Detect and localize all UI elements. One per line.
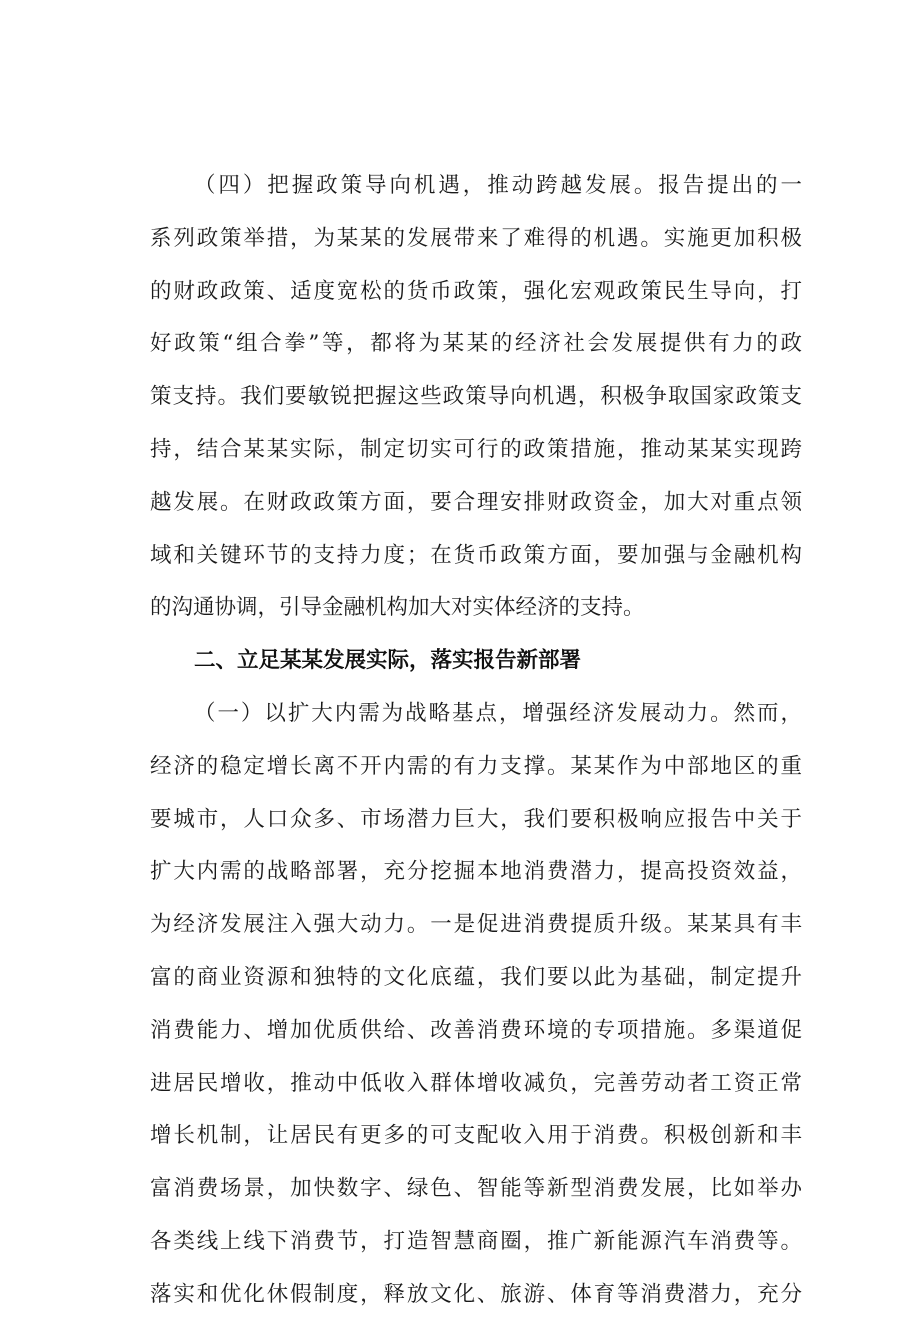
text-line: 落实和优化休假制度，释放文化、旅游、体育等消费潜力，充分 <box>150 1281 802 1307</box>
text-line: 要城市，人口众多、市场潜力巨大，我们要积极响应报告中关于 <box>150 806 802 832</box>
document-body <box>150 160 802 1322</box>
section-heading: 二、立足某某发展实际，落实报告新部署 <box>194 648 582 674</box>
text-line: 经济的稳定增长离不开内需的有力支撑。某某作为中部地区的重 <box>150 753 802 779</box>
text-line: 富的商业资源和独特的文化底蕴，我们要以此为基础，制定提升 <box>150 964 802 990</box>
text-line: 好政策“组合拳”等，都将为某某的经济社会发展提供有力的政 <box>150 331 802 357</box>
text-line: 系列政策举措，为某某的发展带来了难得的机遇。实施更加积极 <box>150 225 802 251</box>
text-line: 策支持。我们要敏锐把握这些政策导向机遇，积极争取国家政策支 <box>150 384 802 410</box>
text-line: 增长机制，让居民有更多的可支配收入用于消费。积极创新和丰 <box>150 1123 802 1149</box>
text-line: 持，结合某某实际，制定切实可行的政策措施，推动某某实现跨 <box>150 436 802 462</box>
text-line: 的沟通协调，引导金融机构加大对实体经济的支持。 <box>150 595 645 621</box>
text-line: （一）以扩大内需为战略基点，增强经济发展动力。然而， <box>194 700 802 726</box>
paragraph-section-one <box>150 688 802 1322</box>
text-line: （四）把握政策导向机遇，推动跨越发展。报告提出的一 <box>194 173 802 198</box>
text-line: 富消费场景，加快数字、绿色、智能等新型消费发展，比如举办 <box>150 1176 802 1202</box>
text-line: 扩大内需的战略部署，充分挖掘本地消费潜力，提高投资效益， <box>150 859 802 885</box>
text-line: 为经济发展注入强大动力。一是促进消费提质升级。某某具有丰 <box>150 912 802 938</box>
paragraph-section-four <box>150 160 802 635</box>
text-line: 各类线上线下消费节，打造智慧商圈，推广新能源汽车消费等。 <box>150 1228 802 1254</box>
text-line: 域和关键环节的支持力度；在货币政策方面，要加强与金融机构 <box>150 542 802 568</box>
text-line: 的财政政策、适度宽松的货币政策，强化宏观政策民生导向，打 <box>150 278 802 304</box>
text-line: 消费能力、增加优质供给、改善消费环境的专项措施。多渠道促 <box>150 1017 802 1043</box>
text-line: 越发展。在财政政策方面，要合理安排财政资金，加大对重点领 <box>150 489 802 515</box>
text-line: 进居民增收，推动中低收入群体增收减负，完善劳动者工资正常 <box>150 1070 802 1096</box>
